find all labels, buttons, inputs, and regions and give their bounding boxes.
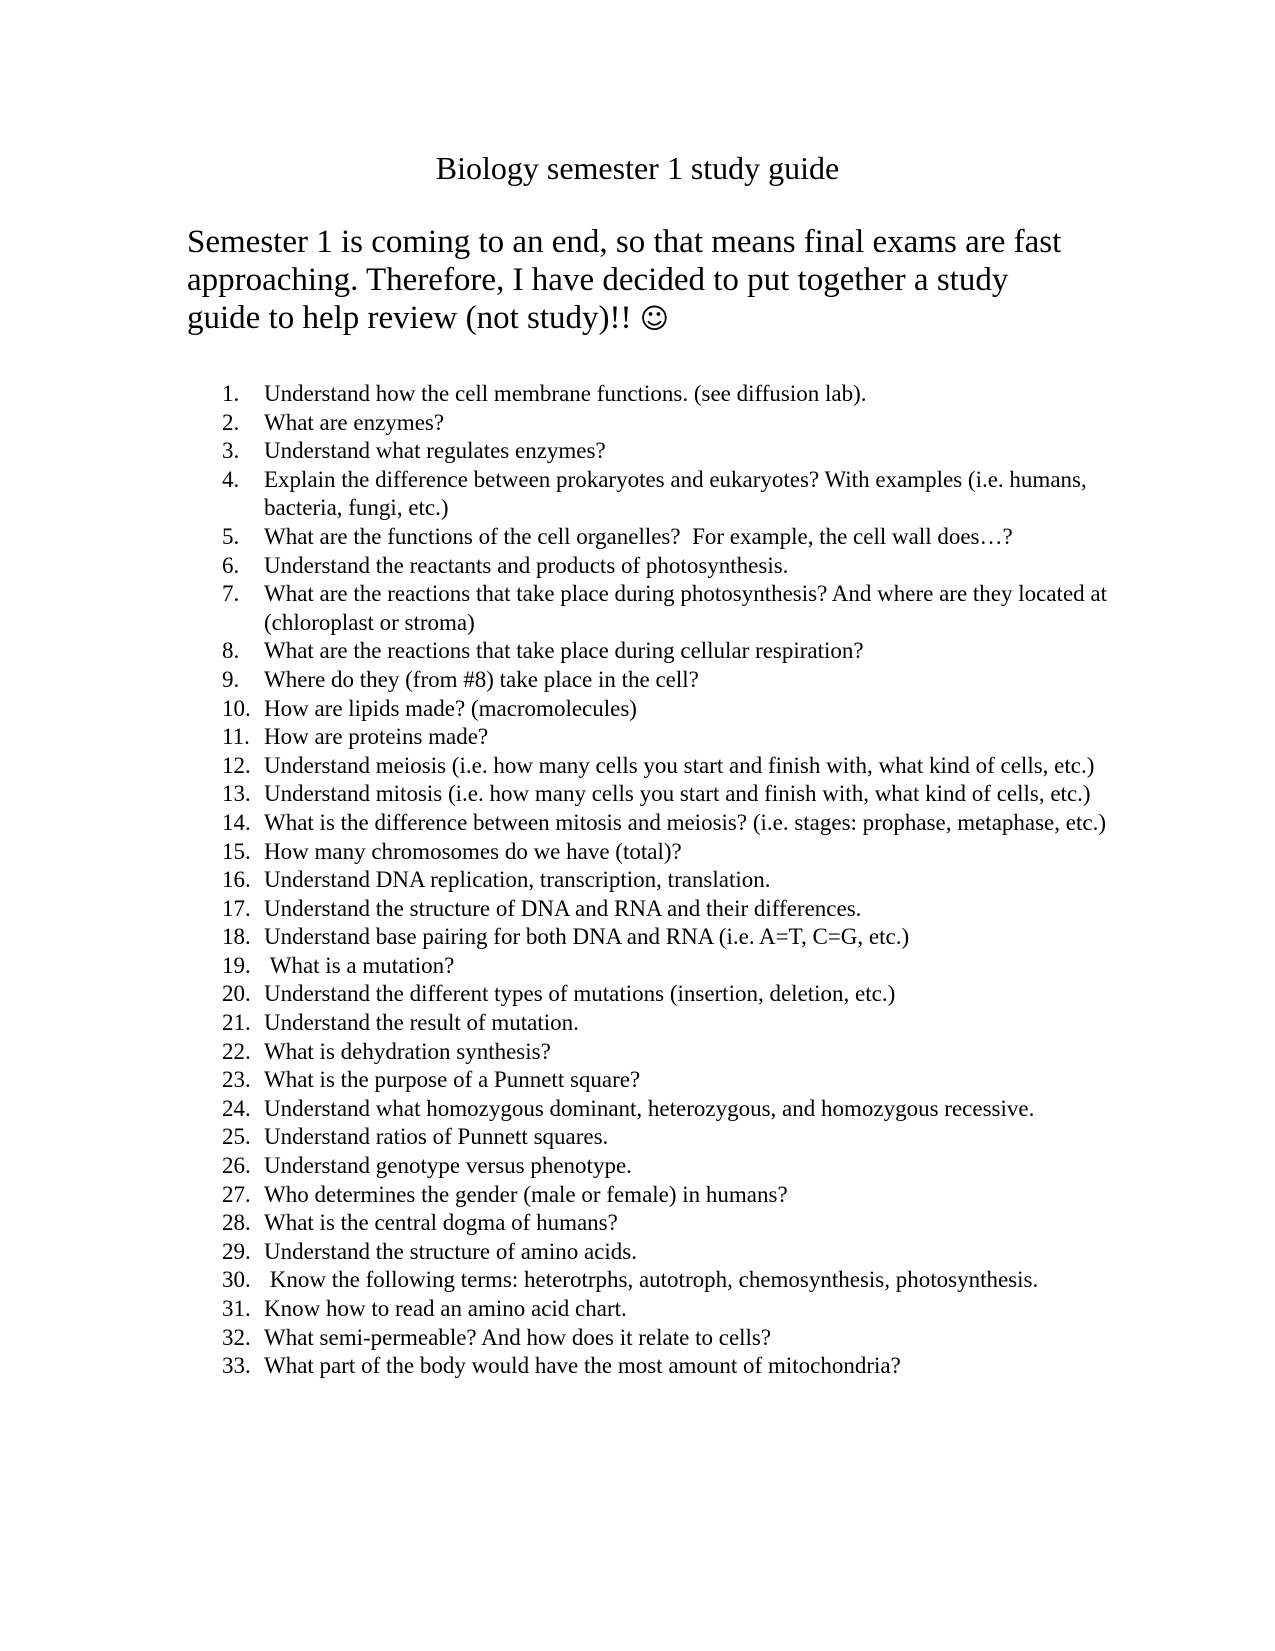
list-item-text: Understand what homozygous dominant, heterozygous, and homozygous recessive. — [264, 1095, 1035, 1121]
list-item — [222, 809, 1122, 838]
list-item-text: Understand genotype versus phenotype. — [264, 1153, 632, 1179]
list-item — [222, 523, 1122, 552]
list-item — [222, 1209, 1122, 1238]
list-item-number: 10. — [222, 695, 251, 721]
list-item-text: What is the central dogma of humans? — [264, 1210, 618, 1236]
list-item-text: What is the purpose of a Punnett square? — [264, 1067, 641, 1093]
list-item-number: 31. — [222, 1296, 251, 1321]
list-item-number: 18. — [222, 924, 251, 950]
list-item-number: 12. — [222, 752, 251, 778]
list-item — [222, 637, 1122, 666]
list-item — [222, 437, 1122, 466]
list-item — [222, 409, 1122, 438]
intro-text: Semester 1 is coming to an end, so that means final exams are fast approaching. Therefore, I have decided to put together a study guide to help review (not study)!! — [187, 224, 1062, 336]
list-item-number: 33. — [222, 1353, 251, 1379]
list-item-text: Understand ratios of Punnett squares. — [264, 1124, 609, 1150]
list-item-text: Understand the result of mutation. — [264, 1010, 579, 1036]
list-item-number: 27. — [222, 1181, 251, 1207]
list-item — [222, 980, 1122, 1009]
list-item — [222, 1095, 1122, 1124]
list-item-text: Understand the different types of mutations (insertion, deletion, etc.) — [264, 981, 896, 1007]
list-item-text: Where do they (from #8) take place in the cell? — [264, 666, 699, 692]
list-item — [222, 1324, 1122, 1353]
list-item — [222, 552, 1122, 581]
list-item-number: 1. — [222, 381, 240, 406]
list-item — [222, 1352, 1122, 1381]
list-item — [222, 752, 1122, 781]
list-item-text: Understand how the cell membrane functions. (see diffusion lab). — [264, 381, 867, 406]
list-item-number: 28. — [222, 1210, 251, 1236]
list-item-text: Understand the structure of amino acids. — [264, 1238, 637, 1264]
list-item-number: 32. — [222, 1324, 251, 1350]
list-item-number: 21. — [222, 1010, 251, 1036]
list-item-text: What semi-permeable? And how does it relate to cells? — [264, 1324, 772, 1350]
list-item — [222, 952, 1122, 981]
list-item-text: Who determines the gender (male or female) in humans? — [264, 1181, 788, 1207]
list-item-text: Understand DNA replication, transcription, translation. — [264, 867, 771, 893]
list-item-number: 6. — [222, 552, 240, 578]
list-item — [222, 1266, 1122, 1295]
list-item-text: Understand what regulates enzymes? — [264, 438, 606, 464]
list-item-text: Know the following terms: heterotrphs, autotroph, chemosynthesis, photosynthesis. — [264, 1267, 1039, 1293]
list-item-number: 11. — [222, 724, 250, 750]
page-title: Biology semester 1 study guide — [435, 150, 840, 186]
list-item-number: 24. — [222, 1095, 251, 1121]
list-item-number: 8. — [222, 638, 240, 664]
list-item — [222, 380, 1122, 409]
list-item-text: Know how to read an amino acid chart. — [264, 1296, 627, 1321]
list-item-text: How are lipids made? (macromolecules) — [264, 695, 637, 721]
intro-paragraph — [187, 223, 1087, 338]
list-item-number: 29. — [222, 1238, 251, 1264]
list-item-number: 23. — [222, 1067, 251, 1093]
list-item-number: 19. — [222, 952, 251, 978]
list-item-number: 4. — [222, 466, 240, 492]
list-item — [222, 923, 1122, 952]
list-item-text: Understand the structure of DNA and RNA and their differences. — [264, 895, 862, 921]
list-item — [222, 1152, 1122, 1181]
list-item — [222, 866, 1122, 895]
list-item — [222, 695, 1122, 724]
list-item-text: Explain the difference between prokaryotes and eukaryotes? With examples (i.e. humans, bacteria, fungi, etc.) — [264, 466, 1093, 521]
list-item — [222, 666, 1122, 695]
list-item — [222, 580, 1122, 637]
list-item-text: Understand the reactants and products of photosynthesis. — [264, 552, 789, 578]
list-item-number: 20. — [222, 981, 251, 1007]
list-item-text: What are the reactions that take place during photosynthesis? And where are they located at (chloroplast or stroma) — [264, 581, 1113, 635]
list-item — [222, 1238, 1122, 1267]
list-item-text: Understand meiosis (i.e. how many cells you start and finish with, what kind of cells, etc.) — [264, 752, 1095, 778]
list-item-text: What is dehydration synthesis? — [264, 1038, 551, 1064]
list-item — [222, 838, 1122, 867]
list-item-text: How are proteins made? — [264, 724, 489, 750]
list-item-number: 22. — [222, 1038, 251, 1064]
list-item-number: 2. — [222, 409, 240, 435]
list-item-text: Understand base pairing for both DNA and RNA (i.e. A=T, C=G, etc.) — [264, 924, 910, 950]
list-item-text: What are the reactions that take place during cellular respiration? — [264, 638, 864, 664]
list-item — [222, 1009, 1122, 1038]
list-item-text: What is the difference between mitosis and meiosis? (i.e. stages: prophase, metaphase, etc.) — [264, 809, 1106, 835]
list-item-number: 13. — [222, 781, 251, 807]
list-item — [222, 723, 1122, 752]
list-item — [222, 1295, 1122, 1324]
list-item — [222, 780, 1122, 809]
list-item-number: 14. — [222, 809, 251, 835]
list-item-text: How many chromosomes do we have (total)? — [264, 838, 682, 864]
study-question-list — [222, 380, 1122, 1381]
list-item-number: 25. — [222, 1124, 251, 1150]
list-item — [222, 466, 1122, 523]
list-item-text: What are the functions of the cell organelles? For example, the cell wall does…? — [264, 523, 1013, 549]
list-item — [222, 895, 1122, 924]
list-item-number: 7. — [222, 581, 240, 607]
list-item-text: What are enzymes? — [264, 409, 445, 435]
smiley-icon: ☺ — [639, 302, 669, 335]
list-item-number: 17. — [222, 895, 251, 921]
list-item-number: 15. — [222, 838, 251, 864]
list-item — [222, 1038, 1122, 1067]
list-item-number: 9. — [222, 666, 240, 692]
list-item-text: What is a mutation? — [264, 952, 455, 978]
list-item-text: Understand mitosis (i.e. how many cells you start and finish with, what kind of cells, etc.) — [264, 781, 1091, 807]
list-item-number: 16. — [222, 867, 251, 893]
list-item-text: What part of the body would have the most amount of mitochondria? — [264, 1353, 901, 1379]
list-item — [222, 1066, 1122, 1095]
list-item — [222, 1181, 1122, 1210]
list-item-number: 26. — [222, 1153, 251, 1179]
list-item — [222, 1123, 1122, 1152]
list-item-number: 30. — [222, 1267, 251, 1293]
list-item-number: 3. — [222, 438, 240, 464]
list-item-number: 5. — [222, 523, 240, 549]
